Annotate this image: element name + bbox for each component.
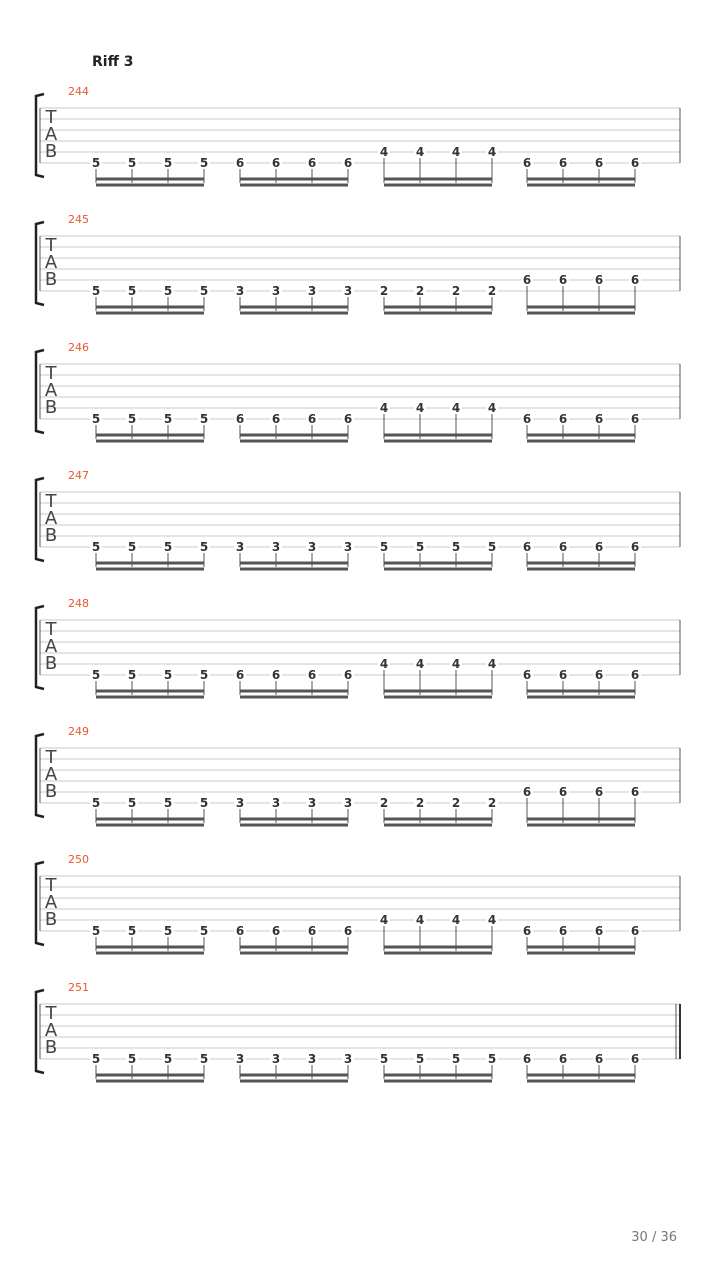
tab-clef-letter: B xyxy=(44,909,58,930)
fret-number: 6 xyxy=(630,924,640,938)
fret-number: 6 xyxy=(558,924,568,938)
bar-number: 244 xyxy=(68,85,89,98)
bar-number: 250 xyxy=(68,853,89,866)
beam-secondary xyxy=(527,184,635,187)
tab-clef-letter: A xyxy=(44,1020,58,1041)
beam-primary xyxy=(384,946,492,949)
tab-system xyxy=(36,213,680,315)
beam-secondary xyxy=(527,696,635,699)
tab-system xyxy=(36,341,680,443)
fret-number: 4 xyxy=(379,657,389,671)
bar-number: 249 xyxy=(68,725,89,738)
fret-number: 3 xyxy=(271,1052,281,1066)
beam-secondary xyxy=(96,1080,204,1083)
beam-secondary xyxy=(384,312,492,315)
beam-secondary xyxy=(384,824,492,827)
fret-number: 5 xyxy=(91,540,101,554)
fret-number: 2 xyxy=(487,796,497,810)
fret-number: 5 xyxy=(91,1052,101,1066)
tab-clef-letter: A xyxy=(44,764,58,785)
fret-number: 6 xyxy=(307,156,317,170)
fret-number: 3 xyxy=(271,796,281,810)
fret-number: 5 xyxy=(163,796,173,810)
beam-secondary xyxy=(96,312,204,315)
beam-primary xyxy=(527,434,635,437)
fret-number: 5 xyxy=(163,668,173,682)
fret-number: 5 xyxy=(199,412,209,426)
tab-system xyxy=(36,853,680,955)
tab-clef-letter: T xyxy=(45,235,57,256)
fret-number: 5 xyxy=(163,924,173,938)
fret-number: 5 xyxy=(487,1052,497,1066)
fret-number: 6 xyxy=(307,924,317,938)
fret-number: 4 xyxy=(451,401,461,415)
fret-number: 4 xyxy=(379,401,389,415)
fret-number: 5 xyxy=(127,796,137,810)
fret-number: 5 xyxy=(91,284,101,298)
tab-clef-letter: B xyxy=(44,397,58,418)
fret-number: 5 xyxy=(163,1052,173,1066)
bar-number: 245 xyxy=(68,213,89,226)
fret-number: 2 xyxy=(379,284,389,298)
beam-secondary xyxy=(527,1080,635,1083)
beam-secondary xyxy=(527,824,635,827)
beam-primary xyxy=(96,1074,204,1077)
section-title: Riff 3 xyxy=(92,54,134,70)
fret-number: 5 xyxy=(127,924,137,938)
fret-number: 6 xyxy=(522,924,532,938)
fret-number: 6 xyxy=(271,668,281,682)
beam-secondary xyxy=(240,1080,348,1083)
fret-number: 6 xyxy=(594,924,604,938)
beam-primary xyxy=(527,562,635,565)
beam-primary xyxy=(96,946,204,949)
beam-primary xyxy=(384,818,492,821)
fret-number: 5 xyxy=(127,284,137,298)
beam-secondary xyxy=(384,184,492,187)
beam-primary xyxy=(96,434,204,437)
fret-number: 6 xyxy=(630,273,640,287)
fret-number: 5 xyxy=(379,540,389,554)
beam-primary xyxy=(384,306,492,309)
fret-number: 2 xyxy=(415,796,425,810)
fret-number: 4 xyxy=(379,145,389,159)
beam-secondary xyxy=(240,312,348,315)
fret-number: 2 xyxy=(379,796,389,810)
fret-number: 5 xyxy=(127,156,137,170)
fret-number: 4 xyxy=(415,913,425,927)
tab-clef-letter: B xyxy=(44,1037,58,1058)
fret-number: 2 xyxy=(451,284,461,298)
fret-number: 5 xyxy=(199,284,209,298)
fret-number: 6 xyxy=(522,540,532,554)
fret-number: 3 xyxy=(343,796,353,810)
tab-clef-letter: A xyxy=(44,252,58,273)
fret-number: 5 xyxy=(163,156,173,170)
fret-number: 6 xyxy=(343,156,353,170)
fret-number: 5 xyxy=(163,540,173,554)
fret-number: 5 xyxy=(451,540,461,554)
fret-number: 3 xyxy=(235,284,245,298)
beam-secondary xyxy=(240,568,348,571)
fret-number: 6 xyxy=(594,412,604,426)
fret-number: 5 xyxy=(163,284,173,298)
bar-number: 251 xyxy=(68,981,89,994)
fret-number: 5 xyxy=(199,1052,209,1066)
beam-primary xyxy=(240,178,348,181)
fret-number: 5 xyxy=(127,540,137,554)
fret-number: 4 xyxy=(415,145,425,159)
fret-number: 6 xyxy=(558,412,568,426)
beam-primary xyxy=(240,434,348,437)
fret-number: 6 xyxy=(343,668,353,682)
fret-number: 4 xyxy=(487,913,497,927)
beam-secondary xyxy=(240,824,348,827)
fret-number: 5 xyxy=(127,1052,137,1066)
fret-number: 5 xyxy=(199,668,209,682)
fret-number: 3 xyxy=(235,540,245,554)
fret-number: 3 xyxy=(235,796,245,810)
fret-number: 3 xyxy=(343,540,353,554)
beam-primary xyxy=(384,434,492,437)
fret-number: 5 xyxy=(91,924,101,938)
tab-system xyxy=(36,981,680,1083)
fret-number: 6 xyxy=(235,156,245,170)
fret-number: 6 xyxy=(630,540,640,554)
fret-number: 6 xyxy=(522,156,532,170)
fret-number: 6 xyxy=(558,273,568,287)
fret-number: 6 xyxy=(630,1052,640,1066)
fret-number: 6 xyxy=(307,412,317,426)
fret-number: 6 xyxy=(522,668,532,682)
fret-number: 5 xyxy=(91,156,101,170)
beam-primary xyxy=(527,1074,635,1077)
beam-primary xyxy=(240,306,348,309)
beam-primary xyxy=(96,562,204,565)
fret-number: 6 xyxy=(558,785,568,799)
fret-number: 4 xyxy=(415,657,425,671)
fret-number: 5 xyxy=(127,668,137,682)
tab-clef-letter: T xyxy=(45,1003,57,1024)
fret-number: 4 xyxy=(487,657,497,671)
beam-secondary xyxy=(527,568,635,571)
tab-clef-letter: B xyxy=(44,781,58,802)
fret-number: 6 xyxy=(594,156,604,170)
fret-number: 5 xyxy=(199,156,209,170)
fret-number: 6 xyxy=(630,156,640,170)
beam-primary xyxy=(384,1074,492,1077)
fret-number: 6 xyxy=(594,540,604,554)
fret-number: 4 xyxy=(451,913,461,927)
tab-clef-letter: T xyxy=(45,619,57,640)
fret-number: 6 xyxy=(558,668,568,682)
fret-number: 5 xyxy=(487,540,497,554)
tab-clef-letter: T xyxy=(45,875,57,896)
fret-number: 3 xyxy=(307,284,317,298)
fret-number: 6 xyxy=(271,924,281,938)
fret-number: 6 xyxy=(271,412,281,426)
fret-number: 6 xyxy=(235,924,245,938)
fret-number: 2 xyxy=(487,284,497,298)
tab-clef-letter: T xyxy=(45,491,57,512)
beam-primary xyxy=(527,690,635,693)
tab-clef-letter: B xyxy=(44,653,58,674)
tab-clef-letter: A xyxy=(44,636,58,657)
fret-number: 6 xyxy=(271,156,281,170)
beam-secondary xyxy=(384,568,492,571)
tab-clef-letter: T xyxy=(45,107,57,128)
beam-primary xyxy=(240,690,348,693)
beam-secondary xyxy=(384,440,492,443)
fret-number: 6 xyxy=(558,540,568,554)
tab-clef-letter: A xyxy=(44,380,58,401)
fret-number: 6 xyxy=(558,156,568,170)
beam-secondary xyxy=(384,696,492,699)
tab-clef-letter: B xyxy=(44,269,58,290)
fret-number: 4 xyxy=(379,913,389,927)
fret-number: 6 xyxy=(594,1052,604,1066)
beam-primary xyxy=(527,178,635,181)
beam-secondary xyxy=(384,1080,492,1083)
fret-number: 3 xyxy=(307,540,317,554)
tab-system xyxy=(36,725,680,827)
beam-secondary xyxy=(96,184,204,187)
fret-number: 6 xyxy=(522,785,532,799)
beam-primary xyxy=(96,818,204,821)
beam-secondary xyxy=(240,696,348,699)
beam-primary xyxy=(384,178,492,181)
page-number: 30 / 36 xyxy=(631,1230,677,1245)
beam-secondary xyxy=(96,696,204,699)
fret-number: 6 xyxy=(235,668,245,682)
bar-number: 247 xyxy=(68,469,89,482)
tab-system xyxy=(36,597,680,699)
tab-clef-letter: B xyxy=(44,141,58,162)
beam-secondary xyxy=(96,952,204,955)
fret-number: 5 xyxy=(415,540,425,554)
fret-number: 5 xyxy=(163,412,173,426)
beam-primary xyxy=(240,562,348,565)
beam-secondary xyxy=(240,440,348,443)
tab-clef-letter: B xyxy=(44,525,58,546)
beam-secondary xyxy=(240,952,348,955)
fret-number: 6 xyxy=(630,412,640,426)
fret-number: 5 xyxy=(199,796,209,810)
fret-number: 6 xyxy=(558,1052,568,1066)
tab-clef-letter: A xyxy=(44,508,58,529)
fret-number: 6 xyxy=(594,668,604,682)
fret-number: 4 xyxy=(415,401,425,415)
fret-number: 6 xyxy=(522,273,532,287)
fret-number: 5 xyxy=(127,412,137,426)
beam-primary xyxy=(96,690,204,693)
fret-number: 6 xyxy=(235,412,245,426)
fret-number: 5 xyxy=(91,668,101,682)
beam-primary xyxy=(240,818,348,821)
fret-number: 4 xyxy=(487,401,497,415)
fret-number: 5 xyxy=(91,796,101,810)
tab-clef-letter: T xyxy=(45,747,57,768)
tab-clef-letter: A xyxy=(44,892,58,913)
fret-number: 6 xyxy=(594,273,604,287)
fret-number: 3 xyxy=(343,1052,353,1066)
tab-clef-letter: T xyxy=(45,363,57,384)
fret-number: 6 xyxy=(343,412,353,426)
fret-number: 2 xyxy=(415,284,425,298)
fret-number: 5 xyxy=(91,412,101,426)
beam-primary xyxy=(96,306,204,309)
beam-primary xyxy=(527,946,635,949)
beam-secondary xyxy=(384,952,492,955)
fret-number: 6 xyxy=(630,785,640,799)
beam-primary xyxy=(240,1074,348,1077)
tab-system xyxy=(36,85,680,187)
beam-secondary xyxy=(240,184,348,187)
beam-primary xyxy=(527,818,635,821)
fret-number: 3 xyxy=(271,540,281,554)
fret-number: 6 xyxy=(343,924,353,938)
tab-system xyxy=(36,469,680,571)
beam-secondary xyxy=(527,952,635,955)
fret-number: 3 xyxy=(271,284,281,298)
fret-number: 3 xyxy=(235,1052,245,1066)
fret-number: 5 xyxy=(199,540,209,554)
fret-number: 5 xyxy=(451,1052,461,1066)
fret-number: 3 xyxy=(307,1052,317,1066)
fret-number: 4 xyxy=(451,145,461,159)
fret-number: 6 xyxy=(522,1052,532,1066)
beam-primary xyxy=(240,946,348,949)
beam-primary xyxy=(384,562,492,565)
beam-primary xyxy=(527,306,635,309)
fret-number: 6 xyxy=(307,668,317,682)
fret-number: 5 xyxy=(415,1052,425,1066)
bar-number: 246 xyxy=(68,341,89,354)
fret-number: 6 xyxy=(630,668,640,682)
fret-number: 6 xyxy=(522,412,532,426)
beam-primary xyxy=(96,178,204,181)
bar-number: 248 xyxy=(68,597,89,610)
tab-clef-letter: A xyxy=(44,124,58,145)
fret-number: 5 xyxy=(379,1052,389,1066)
fret-number: 4 xyxy=(451,657,461,671)
beam-secondary xyxy=(96,568,204,571)
fret-number: 6 xyxy=(594,785,604,799)
fret-number: 3 xyxy=(307,796,317,810)
fret-number: 5 xyxy=(199,924,209,938)
fret-number: 4 xyxy=(487,145,497,159)
beam-primary xyxy=(384,690,492,693)
beam-secondary xyxy=(527,312,635,315)
beam-secondary xyxy=(96,440,204,443)
beam-secondary xyxy=(96,824,204,827)
fret-number: 2 xyxy=(451,796,461,810)
fret-number: 3 xyxy=(343,284,353,298)
beam-secondary xyxy=(527,440,635,443)
